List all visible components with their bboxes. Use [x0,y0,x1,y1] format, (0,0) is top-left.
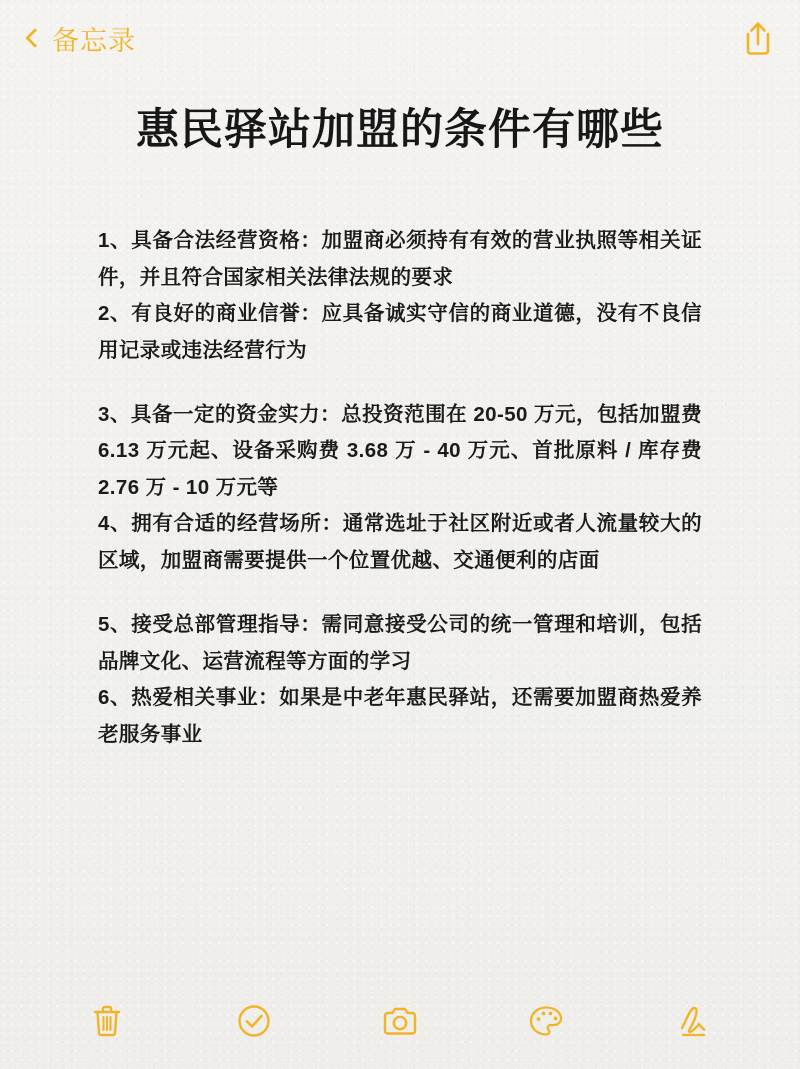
note-paragraph: 1、具备合法经营资格：加盟商必须持有有效的营业执照等相关证件，并且符合国家相关法律法规的要求 [98,229,702,289]
back-button[interactable] [24,19,136,58]
note-paragraph: 5、接受总部管理指导：需同意接受公司的统一管理和培训，包括品牌文化、运营流程等方面的学习 [98,613,702,673]
palette-icon [528,1004,564,1038]
paragraph-spacer [98,369,702,397]
camera-icon [381,1004,419,1038]
check-circle-icon [236,1003,272,1039]
note-body[interactable] [96,223,704,753]
delete-icon [90,1003,124,1039]
signature-button[interactable] [667,995,719,1047]
bottom-toolbar [0,983,800,1069]
share-button[interactable] [740,19,776,57]
chevron-left-icon[interactable] [24,29,42,47]
note-paragraph: 2、有良好的商业信誉：应具备诚实守信的商业道德，没有不良信用记录或违法经营行为 [98,302,702,362]
signature-pen-icon [676,1003,710,1039]
palette-button[interactable] [520,995,572,1047]
note-paragraph: 3、具备一定的资金实力：总投资范围在 20-50 万元，包括加盟费 6.13 万元起、设备采购费 3.68 万 - 40 万元、首批原料 / 库存费 2.76 万 - 10 万元等 [98,402,702,499]
back-button-label: 备忘录 [52,25,136,56]
paragraph-spacer [98,579,702,607]
camera-button[interactable] [374,995,426,1047]
note-content [0,86,800,753]
note-paragraph: 4、拥有合适的经营场所：通常选址于社区附近或者人流量较大的区域，加盟商需要提供一个位置优越、交通便利的店面 [98,512,702,572]
note-title: 惠民驿站加盟的条件有哪些 [136,106,664,154]
done-button[interactable] [228,995,280,1047]
share-upload-icon [740,19,776,57]
delete-button[interactable] [81,995,133,1047]
top-bar [0,0,800,76]
note-paragraph: 6、热爱相关事业：如果是中老年惠民驿站，还需要加盟商热爱养老服务事业 [98,686,702,746]
